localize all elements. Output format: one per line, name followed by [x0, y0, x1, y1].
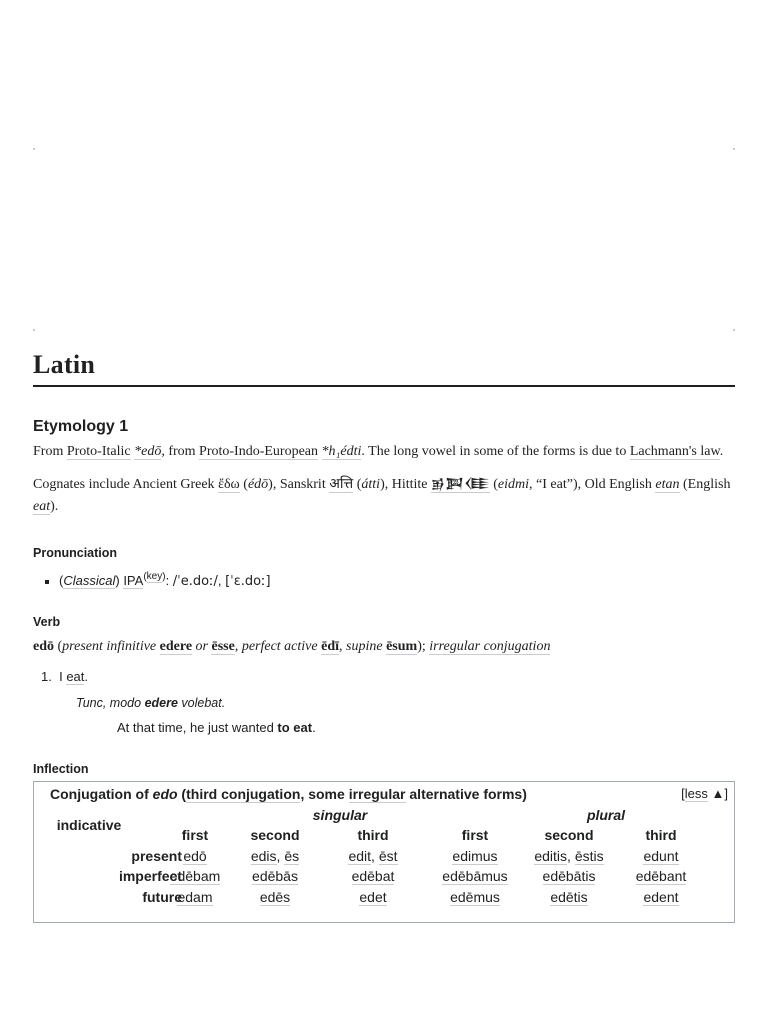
form-cell-0-2: [328, 847, 418, 865]
p2-run-15[interactable]: eat: [33, 499, 51, 514]
p2-run-13[interactable]: etan: [655, 476, 680, 492]
sense-eat-link[interactable]: eat: [66, 668, 85, 684]
form-cell-1-5: [621, 867, 701, 885]
pronunciation-heading: Pronunciation: [33, 545, 118, 560]
collapse-arrow-icon: ▲: [711, 785, 725, 801]
row-label-imperfect: imperfect: [118, 868, 182, 884]
less-link[interactable]: less: [684, 785, 708, 801]
classical-qualifier-link[interactable]: Classical: [63, 572, 116, 588]
ipa-key-link[interactable]: key: [146, 571, 163, 583]
form-link[interactable]: ēst: [378, 847, 398, 864]
form-cell-0-0: [150, 847, 240, 865]
form-separator: ,: [567, 847, 575, 864]
p2-run-12: , “I eat”), Old English: [529, 476, 656, 492]
row-label-future: future: [142, 888, 182, 905]
person-header-1: second: [250, 826, 300, 843]
inflection-heading: Inflection: [33, 761, 89, 776]
or-label: or: [195, 638, 208, 654]
present-infinitive-link-1[interactable]: edere: [159, 638, 193, 654]
p1-run-6: [318, 444, 322, 459]
perfect-active-label: perfect active: [241, 638, 318, 654]
form-link[interactable]: edunt: [643, 847, 679, 864]
sense-item: [41, 668, 735, 686]
p2-run-5[interactable]: अत्ति: [329, 476, 354, 492]
form-cell-2-5: [621, 888, 701, 906]
form-cell-0-1: [230, 847, 320, 865]
form-link[interactable]: ēstis: [574, 847, 604, 864]
p2-run-8: ), Hittite: [380, 476, 431, 492]
form-link[interactable]: edō: [183, 847, 207, 864]
placeholder-dot-right-1: [733, 148, 735, 150]
collapse-toggle[interactable]: [681, 786, 728, 801]
form-link[interactable]: edimus: [452, 847, 498, 864]
person-header-5: third: [645, 826, 677, 843]
p1-run-5[interactable]: Proto-Indo-European: [199, 444, 319, 459]
conjugation-title: [50, 786, 527, 802]
etymology-paragraph: [33, 441, 735, 464]
p2-run-16: ).: [50, 499, 59, 514]
usage-translation: [117, 720, 735, 735]
person-header-0: first: [181, 826, 209, 843]
toggle-close: ]: [724, 785, 728, 801]
form-cell-2-0: [150, 888, 240, 906]
p2-run-3: édō: [247, 476, 269, 492]
form-cell-1-0: [150, 867, 240, 885]
pronunciation-list: [33, 571, 735, 592]
form-link[interactable]: edēbāmus: [442, 868, 508, 884]
headword: edō: [33, 638, 54, 654]
p2-run-1[interactable]: ἔδω: [218, 476, 240, 492]
form-link[interactable]: edent: [643, 888, 679, 905]
form-link[interactable]: edēbam: [169, 868, 221, 884]
p2-run-9[interactable]: 𒂊𒀉𒈪: [431, 476, 490, 492]
placeholder-dot-left-2: [33, 329, 35, 331]
usex-post: volebat.: [177, 695, 226, 710]
conjugation-table: [33, 781, 735, 923]
form-cell-2-1: [230, 888, 320, 906]
sense-list: [33, 668, 735, 686]
usage-example: [76, 696, 735, 710]
form-cell-2-2: [328, 888, 418, 906]
form-cell-2-4: [519, 888, 619, 906]
irregular-link[interactable]: irregular: [348, 785, 406, 802]
p1-run-1[interactable]: Proto-Italic: [66, 444, 131, 459]
p2-run-7: átti: [361, 476, 381, 492]
present-infinitive-link-2[interactable]: ēsse: [211, 638, 235, 654]
form-link[interactable]: editis: [534, 847, 568, 864]
person-header-3: first: [461, 826, 489, 843]
title-pre: Conjugation of: [50, 785, 153, 802]
sense-prefix: I: [59, 668, 63, 684]
placeholder-dot-right-2: [733, 329, 735, 331]
form-link[interactable]: edēbat: [351, 868, 395, 884]
title-word: edo: [152, 785, 178, 802]
p1-run-4: , from: [161, 444, 200, 459]
form-cell-0-4: [519, 847, 619, 865]
form-link[interactable]: edis: [250, 847, 277, 864]
p2-run-2: (: [239, 476, 248, 492]
form-link[interactable]: edit: [348, 847, 372, 864]
cognates-paragraph: [33, 474, 735, 519]
number-header-plural: plural: [586, 806, 626, 823]
row-label-present: present: [131, 847, 182, 864]
p1-run-10: .: [719, 444, 724, 459]
usex-pre: Tunc, modo: [76, 695, 145, 710]
irregular-conjugation-link[interactable]: irregular conjugation: [429, 638, 551, 654]
form-link[interactable]: edēbant: [635, 868, 687, 884]
p2-run-0: Cognates include Ancient Greek: [33, 476, 219, 492]
person-header-2: third: [357, 826, 389, 843]
p1-run-7[interactable]: *h₁édti: [321, 444, 362, 459]
form-link[interactable]: edēs: [259, 888, 291, 905]
p1-run-9[interactable]: Lachmann's law: [629, 444, 720, 459]
etymology-heading: Etymology 1: [33, 418, 129, 435]
title-open: (: [177, 785, 187, 802]
form-cell-0-5: [621, 847, 701, 865]
supine-label: supine: [346, 638, 383, 654]
form-link[interactable]: edētis: [550, 888, 588, 905]
form-link[interactable]: ēs: [284, 847, 300, 864]
sense-number: 1.: [41, 668, 52, 684]
ipa-phonemic: /ˈe.doː/: [172, 573, 218, 589]
verb-heading: Verb: [33, 614, 61, 629]
p2-run-11: eidmi: [497, 476, 530, 492]
p2-run-10: (: [489, 476, 498, 492]
form-link[interactable]: edēbās: [252, 868, 298, 884]
number-header-singular: singular: [312, 806, 368, 823]
usex-bold: edere: [144, 695, 178, 710]
title-some: , some: [300, 785, 349, 802]
ipa-phonetic: [ˈɛ.doː]: [225, 573, 271, 589]
ipa-link[interactable]: IPA: [123, 572, 144, 588]
trans-post: .: [312, 719, 316, 735]
entry-content: [33, 348, 735, 923]
p1-run-8: . The long vowel in some of the forms is due to: [361, 444, 630, 459]
form-cell-1-4: [519, 867, 619, 885]
pronunciation-item: (Classical) IPA$^{(key)}$: /ˈe.doː/, [ˈɛ.doː]: [45, 571, 735, 592]
form-cell-1-2: [328, 867, 418, 885]
perfect-active-link[interactable]: ēdī: [321, 638, 339, 654]
p1-run-0: From: [33, 444, 67, 459]
p2-run-14: (English: [679, 476, 731, 492]
title-alt: alternative forms): [405, 785, 527, 802]
form-link[interactable]: edet: [359, 888, 387, 905]
placeholder-dot-left-1: [33, 148, 35, 150]
mood-header-indicative: indicative: [56, 816, 122, 833]
form-separator: ,: [371, 847, 379, 864]
language-heading: Latin: [33, 348, 735, 387]
verb-headword-line: edō (present infinitive edere or ēsse, perfect active ēdī, supine ēsum); irregular conjugation: [33, 638, 551, 654]
form-link[interactable]: edēmus: [450, 888, 500, 905]
form-cell-1-3: [430, 867, 520, 885]
third-conjugation-link[interactable]: third conjugation: [186, 785, 301, 802]
form-cell-2-3: [430, 888, 520, 906]
supine-link[interactable]: ēsum: [386, 638, 418, 654]
toggle-open: [: [681, 785, 685, 801]
trans-pre: At that time, he just wanted: [117, 719, 278, 735]
p2-run-4: ), Sanskrit: [268, 476, 330, 492]
form-link[interactable]: edēbātis: [542, 868, 596, 884]
form-cell-0-3: [430, 847, 520, 865]
form-separator: ,: [276, 847, 285, 864]
form-link[interactable]: edam: [177, 888, 213, 905]
form-cell-1-1: [230, 867, 320, 885]
present-infinitive-label: present infinitive: [62, 638, 157, 654]
trans-bold: to eat: [277, 719, 313, 735]
p1-run-3[interactable]: *edō: [134, 444, 162, 459]
p2-run-6: (: [353, 476, 362, 492]
sense-suffix: .: [84, 668, 89, 684]
person-header-4: second: [544, 826, 594, 843]
